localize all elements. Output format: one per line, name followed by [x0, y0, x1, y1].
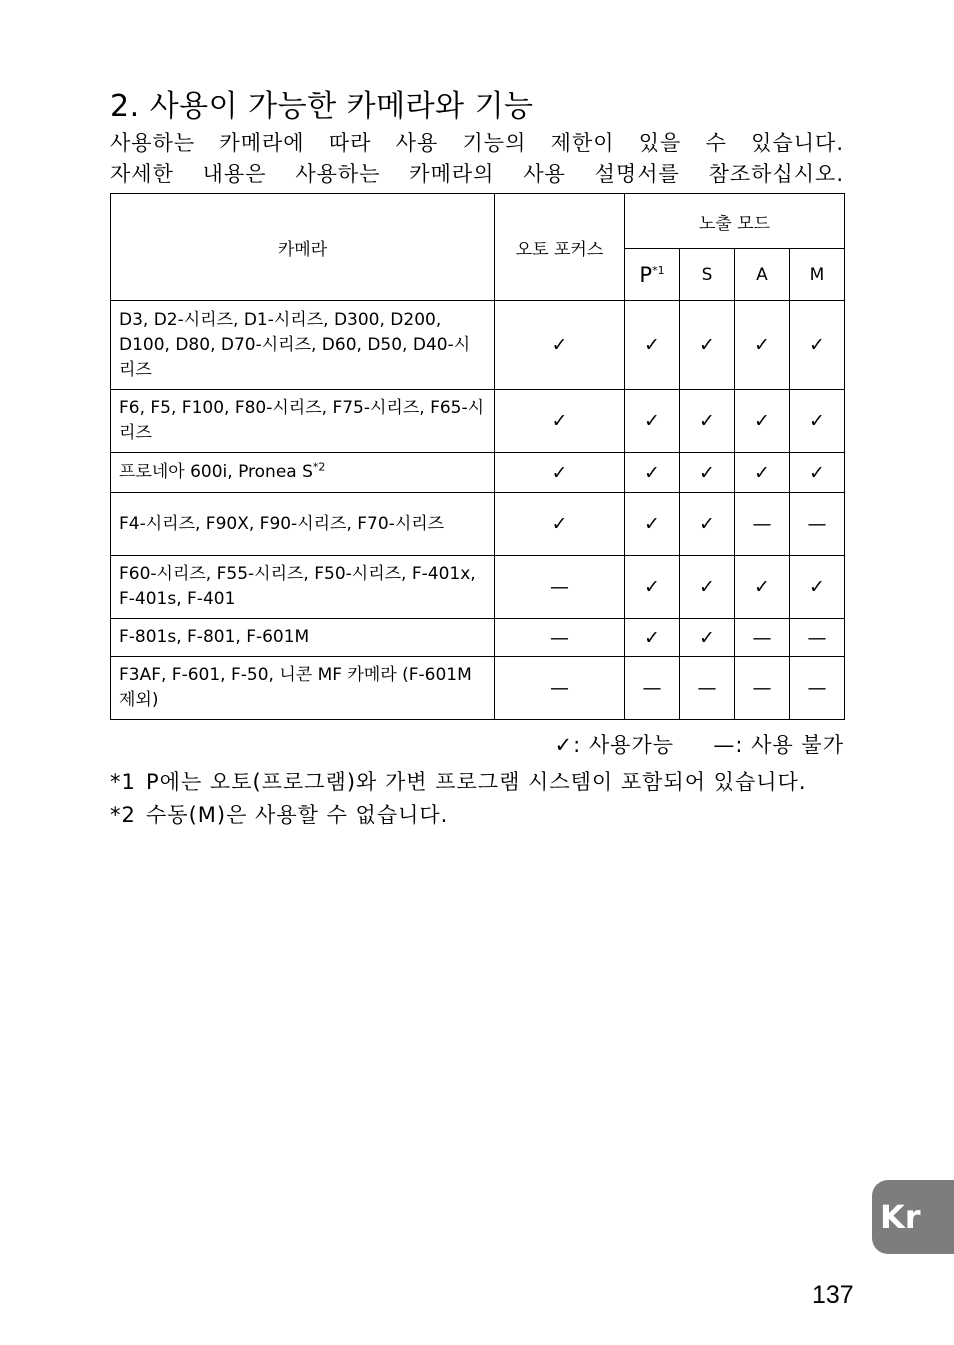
section-title: 2. 사용이 가능한 카메라와 기능 [110, 89, 534, 124]
camera-cell: F3AF, F-601, F-50, 니콘 MF 카메라 (F-601M 제외) [111, 657, 495, 720]
footnote-2-text: 수동(M)은 사용할 수 없습니다. [146, 803, 449, 827]
af-cell: — [495, 619, 625, 657]
table-row [111, 301, 845, 390]
m-cell: — [790, 657, 845, 720]
camera-cell: F-801s, F-801, F-601M [111, 619, 495, 657]
s-cell: ✓ [680, 453, 735, 493]
intro-text [110, 128, 844, 190]
m-cell: ✓ [790, 556, 845, 619]
p-cell: ✓ [625, 453, 680, 493]
af-cell: — [495, 556, 625, 619]
language-tab-label: Kr [880, 1198, 921, 1236]
header-mode-s: S [680, 249, 735, 301]
table-row [111, 619, 845, 657]
a-cell: ✓ [735, 301, 790, 390]
intro-line-1: 사용하는 카메라에 따라 사용 기능의 제한이 있을 수 있습니다. [110, 131, 844, 155]
footnote-1-text: P에는 오토(프로그램)와 가변 프로그램 시스템이 포함되어 있습니다. [146, 770, 807, 794]
header-exposure-mode: 노출 모드 [625, 194, 845, 249]
page-number: 137 [812, 1281, 854, 1309]
p-cell: ✓ [625, 301, 680, 390]
a-cell: ✓ [735, 390, 790, 453]
s-cell: — [680, 657, 735, 720]
s-cell: ✓ [680, 619, 735, 657]
header-mode-m: M [790, 249, 845, 301]
camera-cell: F4-시리즈, F90X, F90-시리즈, F70-시리즈 [111, 493, 495, 556]
camera-cell: D3, D2-시리즈, D1-시리즈, D300, D200, D100, D80, D70-시리즈, D60, D50, D40-시리즈 [111, 301, 495, 390]
a-cell: ✓ [735, 556, 790, 619]
m-cell: — [790, 619, 845, 657]
header-camera: 카메라 [111, 194, 495, 301]
af-cell: — [495, 657, 625, 720]
table-row [111, 657, 845, 720]
af-cell: ✓ [495, 453, 625, 493]
legend-available: ✓: 사용가능 [554, 733, 675, 757]
m-cell: ✓ [790, 301, 845, 390]
s-cell: ✓ [680, 493, 735, 556]
a-cell: ✓ [735, 453, 790, 493]
a-cell: — [735, 619, 790, 657]
camera-footnote: *2 [312, 460, 326, 474]
header-mode-p [625, 249, 680, 301]
footnote-2 [110, 799, 844, 832]
a-cell: — [735, 493, 790, 556]
camera-name: 프로네아 600i, Pronea S [119, 462, 313, 482]
header-mode-a: A [735, 249, 790, 301]
table-row [111, 453, 845, 493]
m-cell: ✓ [790, 390, 845, 453]
m-cell: — [790, 493, 845, 556]
camera-cell: F6, F5, F100, F80-시리즈, F75-시리즈, F65-시리즈 [111, 390, 495, 453]
a-cell: — [735, 657, 790, 720]
footnotes [110, 766, 844, 832]
mode-p-label: P [639, 262, 653, 287]
footnote-2-mark: *2 [110, 803, 136, 827]
footnote-1 [110, 766, 844, 799]
mode-p-footnote: *1 [652, 263, 665, 277]
camera-cell [111, 453, 495, 493]
footnote-1-mark: *1 [110, 770, 136, 794]
table-row [111, 556, 845, 619]
p-cell: ✓ [625, 556, 680, 619]
p-cell: — [625, 657, 680, 720]
table-row [111, 493, 845, 556]
af-cell: ✓ [495, 390, 625, 453]
p-cell: ✓ [625, 493, 680, 556]
camera-cell: F60-시리즈, F55-시리즈, F50-시리즈, F-401x, F-401s, F-401 [111, 556, 495, 619]
af-cell: ✓ [495, 493, 625, 556]
table-legend [555, 731, 844, 759]
p-cell: ✓ [625, 619, 680, 657]
table-row [111, 390, 845, 453]
s-cell: ✓ [680, 556, 735, 619]
header-autofocus: 오토 포커스 [495, 194, 625, 301]
compatibility-table [110, 193, 845, 720]
p-cell: ✓ [625, 390, 680, 453]
intro-line-2: 자세한 내용은 사용하는 카메라의 사용 설명서를 참조하십시오. [110, 162, 844, 186]
legend-unavailable: —: 사용 불가 [713, 733, 844, 757]
af-cell: ✓ [495, 301, 625, 390]
s-cell: ✓ [680, 390, 735, 453]
m-cell: ✓ [790, 453, 845, 493]
language-tab [872, 1180, 954, 1254]
s-cell: ✓ [680, 301, 735, 390]
